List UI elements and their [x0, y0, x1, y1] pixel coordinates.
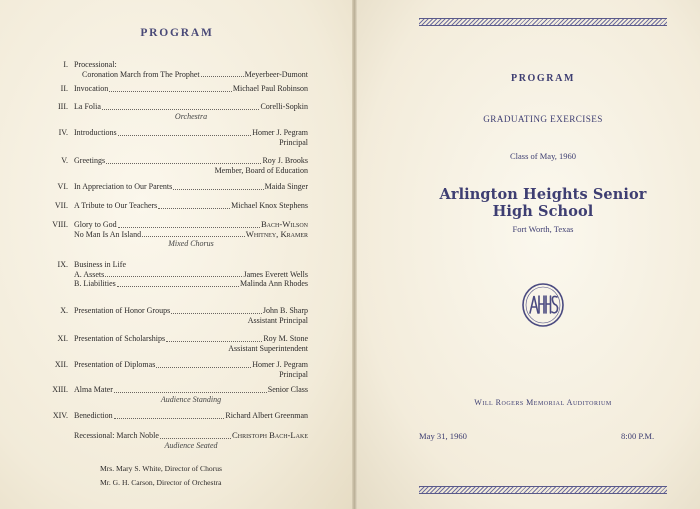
- item-line: [74, 279, 308, 289]
- item-performer: Richard Albert Greenman: [225, 411, 308, 420]
- leader-dots: [166, 341, 262, 342]
- item-performer: Homer J. Pegram: [252, 360, 308, 369]
- item-numeral: VII.: [54, 201, 68, 210]
- item-title: Introductions: [74, 128, 117, 137]
- item-line: [74, 201, 308, 211]
- item-numeral: XII.: [54, 360, 68, 369]
- item-line: [74, 306, 308, 316]
- item-numeral: XIII.: [52, 385, 68, 394]
- item-performer: John B. Sharp: [262, 306, 308, 315]
- item-title: No Man Is An Island: [74, 229, 142, 239]
- leader-dots: [171, 313, 262, 314]
- item-line: [74, 360, 308, 370]
- item-performer: Senior Class: [267, 385, 308, 394]
- item-performer: Roy J. Brooks: [262, 156, 308, 165]
- performer-title: Principal: [279, 137, 308, 147]
- graduating-exercises-heading: GRADUATING EXERCISES: [483, 114, 603, 124]
- item-title: A Tribute to Our Teachers: [74, 201, 158, 210]
- performing-group: Audience Seated: [164, 440, 218, 450]
- leader-dots: [160, 438, 231, 439]
- item-performer: Malinda Ann Rhodes: [240, 279, 308, 288]
- item-performer: Whitney, Kramer: [245, 228, 308, 239]
- item-line: [74, 84, 308, 94]
- ahhs-monogram-icon: [520, 282, 566, 328]
- item-performer: Christoph Bach-Lake: [232, 430, 308, 440]
- leader-dots: [102, 109, 260, 110]
- item-title: Presentation of Diplomas: [74, 360, 156, 369]
- item-line: [74, 431, 308, 441]
- item-performer: Bach-Wilson: [260, 219, 308, 229]
- item-title: Presentation of Scholarships: [74, 334, 166, 343]
- performing-group: Mixed Chorus: [168, 239, 214, 248]
- leader-dots: [156, 367, 251, 368]
- item-line: [74, 230, 308, 240]
- item-title: Alma Mater: [74, 385, 113, 394]
- left-program-title: PROGRAM: [140, 27, 214, 39]
- item-line: [74, 334, 308, 344]
- item-numeral: VIII.: [52, 220, 68, 229]
- credit-chorus: Mrs. Mary S. White, Director of Chorus: [100, 464, 222, 473]
- class-of-line: Class of May, 1960: [509, 151, 577, 161]
- leader-dots: [173, 189, 263, 190]
- top-decorative-border: [419, 18, 667, 26]
- item-line: [74, 385, 308, 395]
- leader-dots: [158, 208, 230, 209]
- item-title: Processional:: [74, 60, 117, 69]
- event-time: 8:00 P.M.: [621, 431, 655, 441]
- item-performer: Roy M. Stone: [263, 334, 308, 343]
- performing-group: Audience Standing: [160, 394, 222, 404]
- item-performer: Corelli-Sopkin: [260, 102, 308, 111]
- item-numeral: IV.: [58, 128, 68, 137]
- item-line: [74, 70, 308, 80]
- item-numeral: VI.: [57, 182, 68, 191]
- leader-dots: [114, 392, 267, 393]
- leader-dots: [117, 286, 239, 287]
- item-line: [74, 182, 308, 192]
- item-line: [74, 102, 308, 112]
- item-title: Greetings: [74, 156, 106, 165]
- performer-title: Principal: [279, 369, 308, 379]
- leader-dots: [109, 91, 232, 92]
- item-numeral: XI.: [57, 334, 68, 343]
- item-numeral: II.: [60, 84, 68, 93]
- leader-dots: [142, 236, 245, 237]
- item-title: Glory to God: [74, 220, 117, 229]
- performer-title: Member, Board of Education: [214, 165, 308, 175]
- item-numeral: V.: [61, 156, 68, 165]
- item-line: [74, 156, 308, 166]
- item-performer: Homer J. Pegram: [252, 128, 308, 137]
- item-line: [74, 411, 308, 421]
- item-title: Invocation: [74, 84, 109, 93]
- auditorium-line: Will Rogers Memorial Auditorium: [474, 398, 612, 407]
- item-title: Presentation of Honor Groups: [74, 306, 171, 315]
- item-performer: Michael Knox Stephens: [231, 201, 308, 210]
- leader-dots: [118, 227, 260, 228]
- item-line: [74, 270, 308, 280]
- event-date: May 31, 1960: [419, 431, 467, 441]
- item-title: Recessional: March Noble: [74, 431, 159, 440]
- leader-dots: [105, 276, 242, 277]
- item-performer: James Everett Wells: [243, 269, 308, 279]
- item-performer: Michael Paul Robinson: [232, 84, 308, 93]
- bottom-decorative-border: [419, 486, 667, 494]
- school-name: Arlington Heights Senior High School: [439, 186, 647, 220]
- leader-dots: [106, 163, 261, 164]
- item-numeral: III.: [58, 102, 68, 111]
- item-title: La Folia: [74, 102, 101, 111]
- credit-orchestra: Mr. G. H. Carson, Director of Orchestra: [100, 478, 222, 487]
- leader-dots: [114, 418, 225, 419]
- item-title: Benediction: [74, 411, 113, 420]
- performing-group: Orchestra: [174, 111, 208, 121]
- performer-title: Assistant Superintendent: [228, 343, 308, 353]
- performer-title: Assistant Principal: [247, 315, 308, 325]
- item-title: Business in Life: [74, 260, 126, 269]
- item-title: Coronation March from The Prophet: [82, 69, 200, 79]
- item-title: B. Liabilities: [74, 279, 116, 288]
- city-line: Fort Worth, Texas: [512, 224, 574, 234]
- item-numeral: IX.: [57, 260, 68, 269]
- item-title: A. Assets: [74, 269, 105, 279]
- item-performer: Maida Singer: [264, 182, 308, 191]
- leader-dots: [201, 76, 244, 77]
- item-numeral: I.: [63, 60, 68, 69]
- item-numeral: X.: [60, 306, 68, 315]
- item-numeral: XIV.: [52, 411, 68, 420]
- item-line: [74, 128, 308, 138]
- item-performer: Meyerbeer-Dumont: [244, 69, 308, 79]
- cover-program-heading: PROGRAM: [511, 73, 575, 84]
- page-fold: [352, 0, 357, 509]
- item-title: In Appreciation to Our Parents: [74, 182, 173, 191]
- leader-dots: [118, 135, 252, 136]
